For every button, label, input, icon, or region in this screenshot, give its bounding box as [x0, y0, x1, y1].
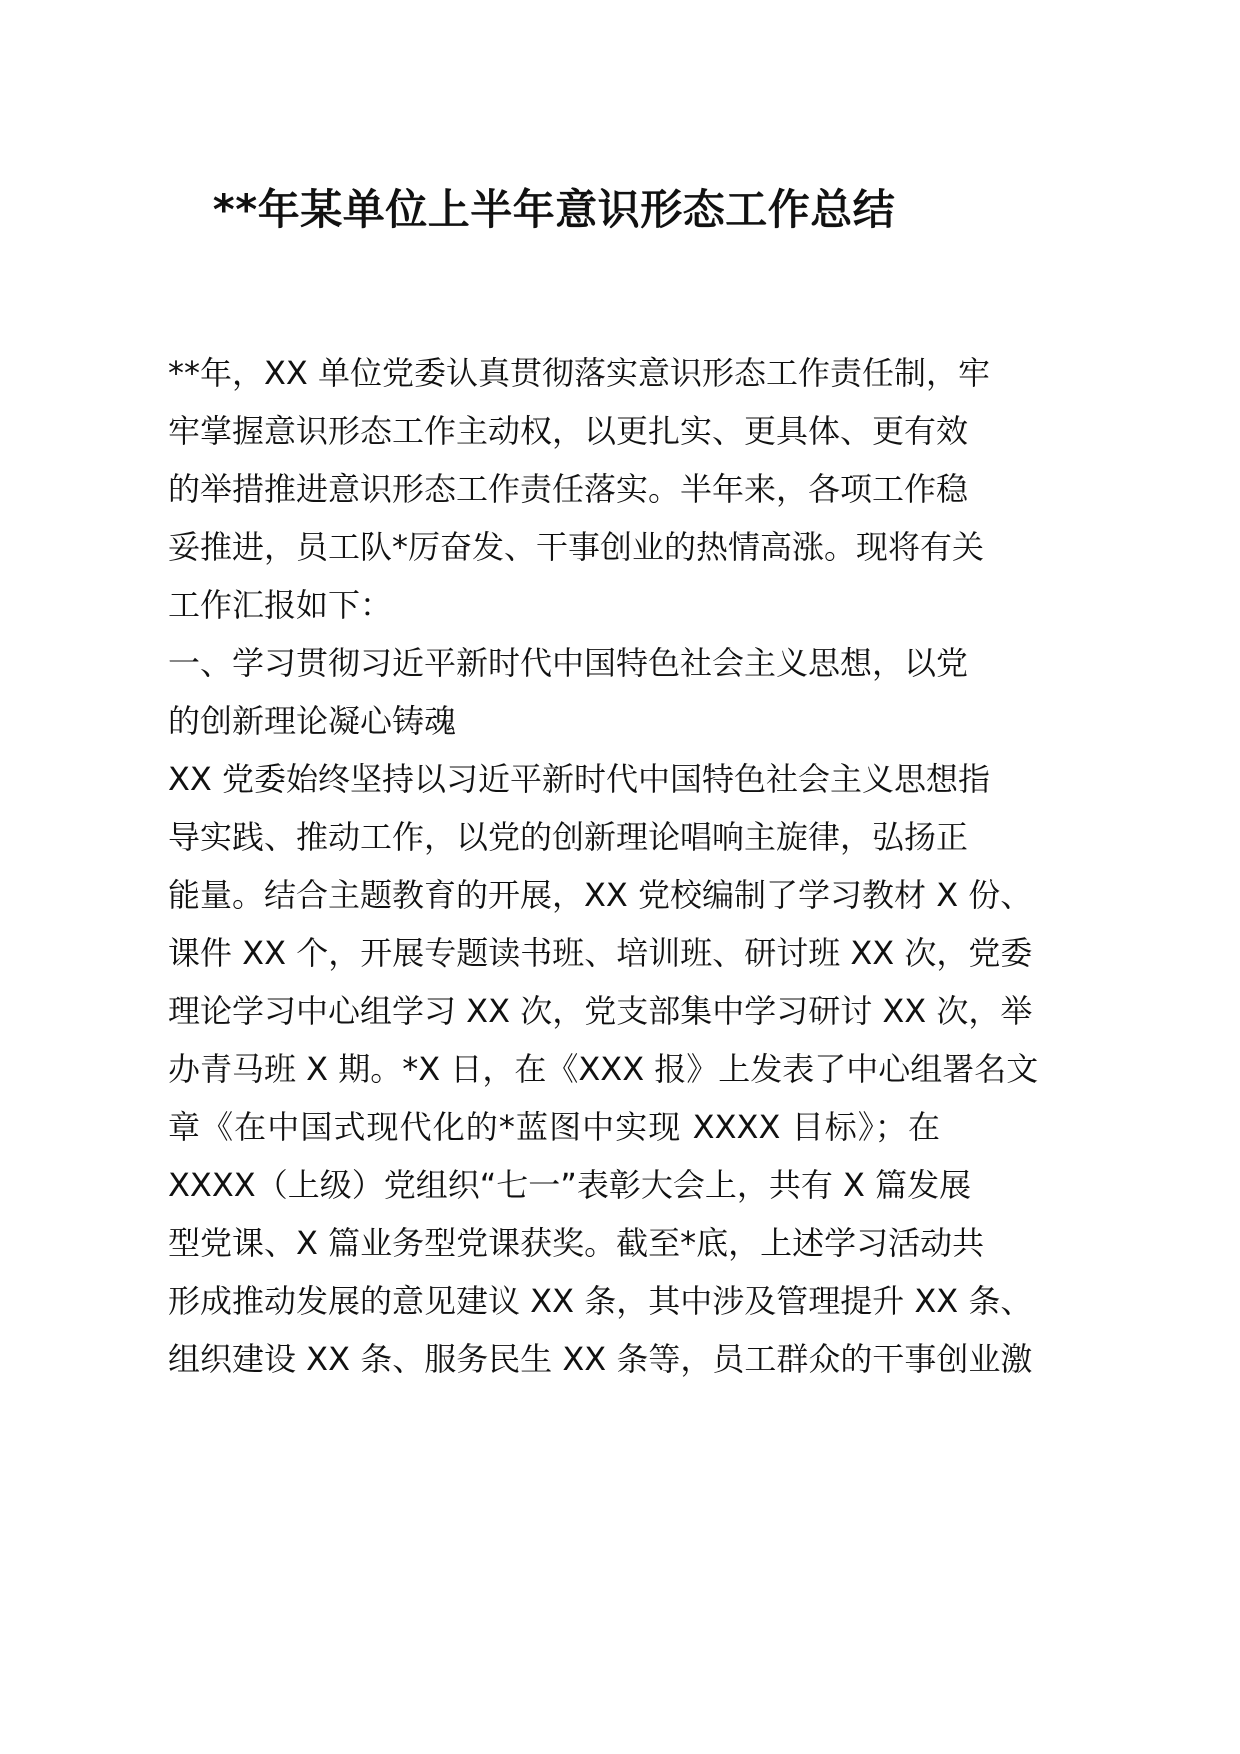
- paragraph-line: **年，XX 单位党委认真贯彻落实意识形态工作责任制，牢: [168, 354, 991, 392]
- paragraph-line: 妥推进，员工队*厉奋发、干事创业的热情高涨。现将有关: [168, 528, 985, 566]
- document-body: [168, 344, 1039, 1388]
- document-title: **年某单位上半年意识形态工作总结: [212, 185, 896, 234]
- intro-paragraph: [168, 344, 991, 634]
- heading-line: 的创新理论凝心铸魂: [168, 702, 457, 740]
- paragraph-line: 的举措推进意识形态工作责任落实。半年来，各项工作稳: [168, 470, 969, 508]
- section-paragraph: [168, 750, 1039, 1388]
- paragraph-line: 牢掌握意识形态工作主动权，以更扎实、更具体、更有效: [168, 412, 969, 450]
- heading-line: 一、学习贯彻习近平新时代中国特色社会主义思想，以党: [168, 644, 969, 682]
- paragraph-line: 章《在中国式现代化的*蓝图中实现 XXXX 目标》；在: [168, 1108, 940, 1146]
- paragraph-line: 导实践、推动工作，以党的创新理论唱响主旋律，弘扬正: [168, 818, 969, 856]
- paragraph-line: 工作汇报如下：: [168, 586, 393, 624]
- paragraph-line: 型党课、X 篇业务型党课获奖。截至*底，上述学习活动共: [168, 1224, 985, 1262]
- paragraph-line: 形成推动发展的意见建议 XX 条，其中涉及管理提升 XX 条、: [168, 1282, 1033, 1320]
- section-heading: [168, 634, 969, 750]
- paragraph-line: 理论学习中心组学习 XX 次，党支部集中学习研讨 XX 次，举: [168, 992, 1033, 1030]
- paragraph-line: 办青马班 X 期。*X 日，在《XXX 报》上发表了中心组署名文: [168, 1050, 1039, 1088]
- paragraph-line: XXXX（上级）党组织“七一”表彰大会上，共有 X 篇发展: [168, 1166, 972, 1204]
- paragraph-line: XX 党委始终坚持以习近平新时代中国特色社会主义思想指: [168, 760, 991, 798]
- paragraph-line: 能量。结合主题教育的开展，XX 党校编制了学习教材 X 份、: [168, 876, 1033, 914]
- paragraph-line: 课件 XX 个，开展专题读书班、培训班、研讨班 XX 次，党委: [168, 934, 1033, 972]
- paragraph-line: 组织建设 XX 条、服务民生 XX 条等，员工群众的干事创业激: [168, 1340, 1033, 1378]
